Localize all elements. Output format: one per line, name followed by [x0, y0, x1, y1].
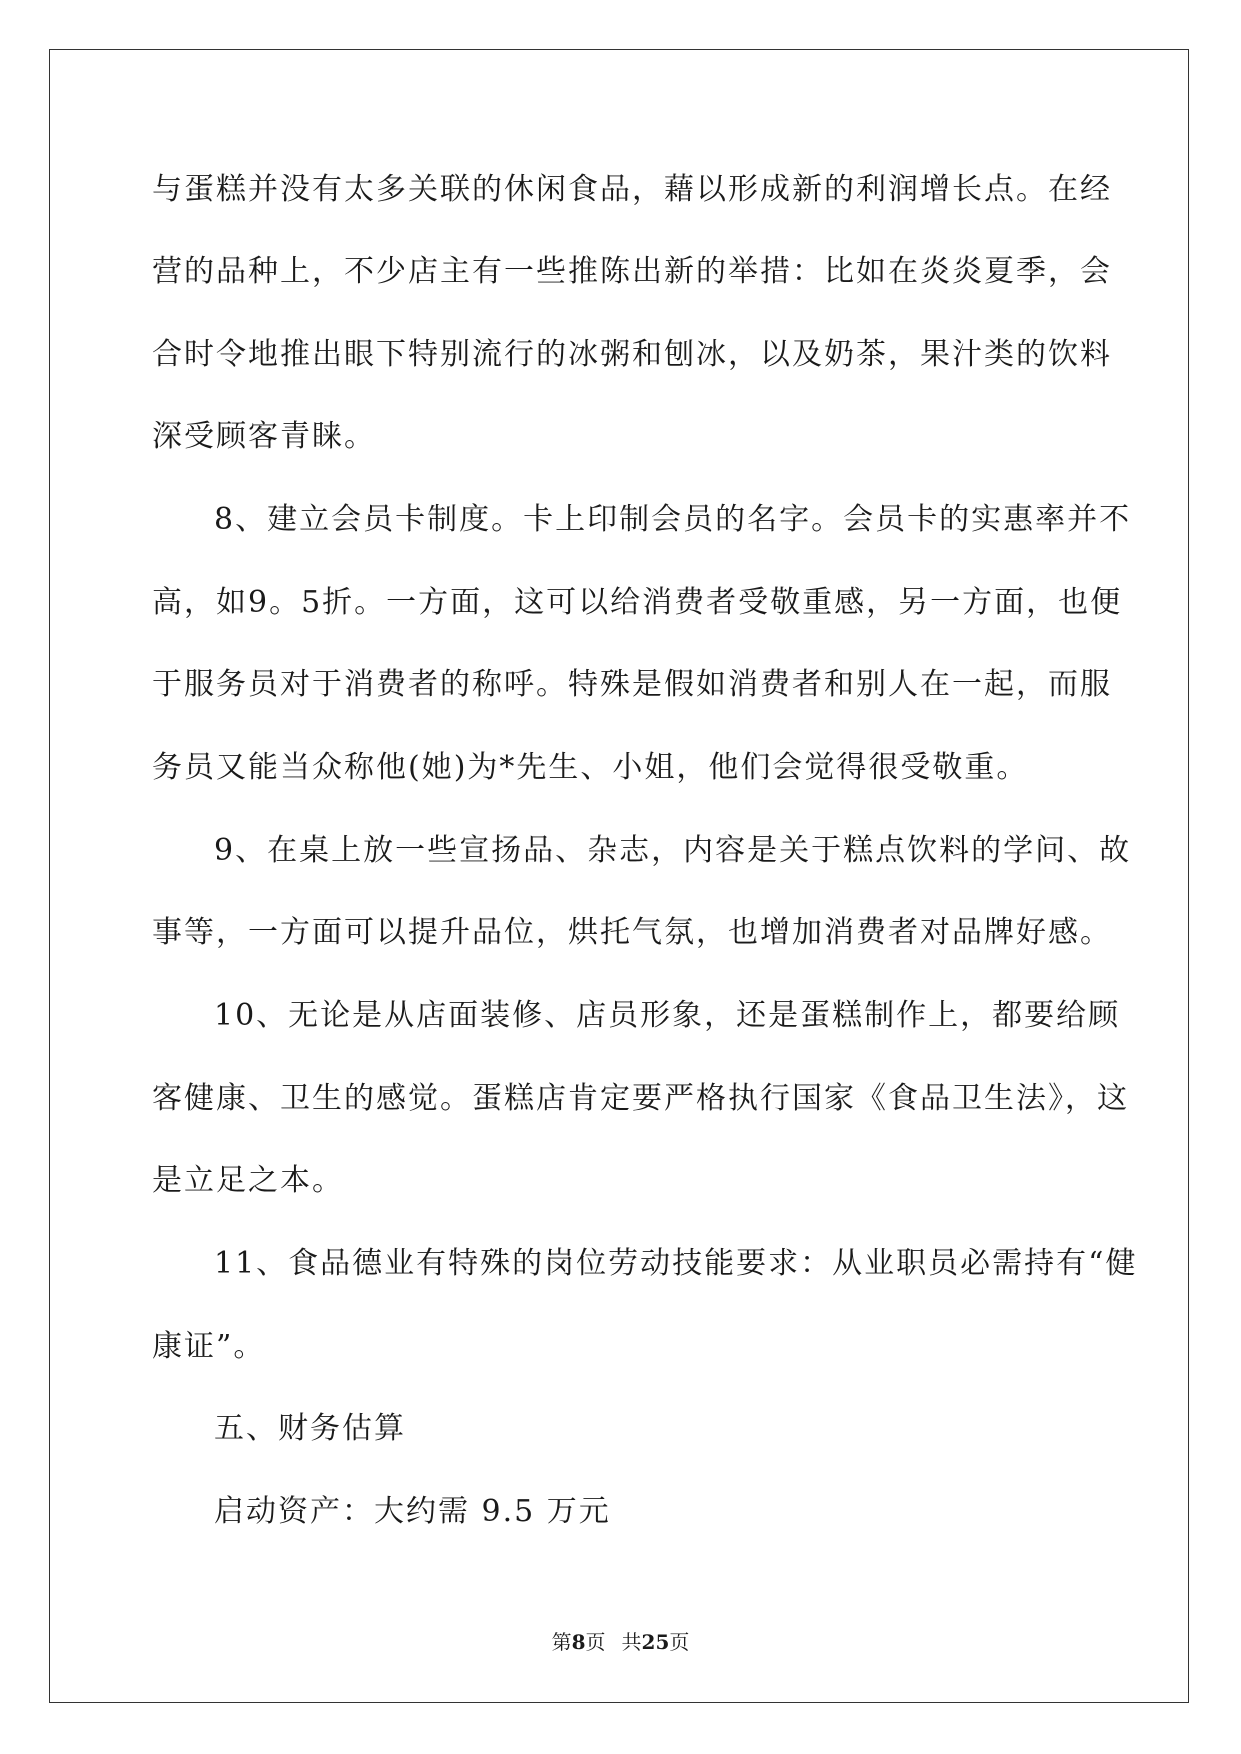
footer-prefix: 第 [551, 1630, 572, 1654]
page-number: 8 [571, 1630, 586, 1654]
text-line: 合时令地推出眼下特别流行的冰粥和刨冰，以及奶茶，果汁类的饮料 [152, 337, 1112, 372]
text-line: 于服务员对于消费者的称呼。特殊是假如消费者和别人在一起，而服 [152, 667, 1112, 702]
text-line: 事等，一方面可以提升品位，烘托气氛，也增加消费者对品牌好感。 [152, 915, 1112, 950]
text-line: 营的品种上，不少店主有一些推陈出新的举措：比如在炎炎夏季，会 [152, 254, 1112, 289]
text-line: 启动资产：大约需 9.5 万元 [214, 1494, 611, 1529]
text-line: 务员又能当众称他(她)为*先生、小姐，他们会觉得很受敬重。 [152, 750, 1029, 785]
page-border [49, 49, 1189, 1703]
text-line: 11、食品德业有特殊的岗位劳动技能要求：从业职员必需持有“健 [214, 1246, 1138, 1281]
text-line: 客健康、卫生的感觉。蛋糕店肯定要严格执行国家《食品卫生法》，这 [152, 1081, 1129, 1116]
total-pages: 25 [641, 1630, 670, 1654]
text-line: 9、在桌上放一些宣扬品、杂志，内容是关于糕点饮料的学问、故 [214, 833, 1132, 868]
text-line: 8、建立会员卡制度。卡上印制会员的名字。会员卡的实惠率并不 [214, 502, 1132, 537]
footer-page-suffix: 页 [585, 1630, 606, 1654]
text-line: 10、无论是从店面装修、店员形象，还是蛋糕制作上，都要给顾 [214, 998, 1121, 1033]
text-line: 深受顾客青睐。 [152, 419, 376, 454]
text-line: 与蛋糕并没有太多关联的休闲食品，藉以形成新的利润增长点。在经 [152, 172, 1112, 207]
footer-total-suffix: 页 [669, 1630, 690, 1654]
section-heading: 五、财务估算 [214, 1411, 406, 1446]
footer-total-prefix: 共 [621, 1630, 642, 1654]
text-line: 是立足之本。 [152, 1163, 344, 1198]
page-footer [0, 1630, 1241, 1654]
text-line: 高，如9。5折。一方面，这可以给消费者受敬重感，另一方面，也便 [152, 585, 1123, 620]
text-line: 康证”。 [152, 1329, 266, 1364]
